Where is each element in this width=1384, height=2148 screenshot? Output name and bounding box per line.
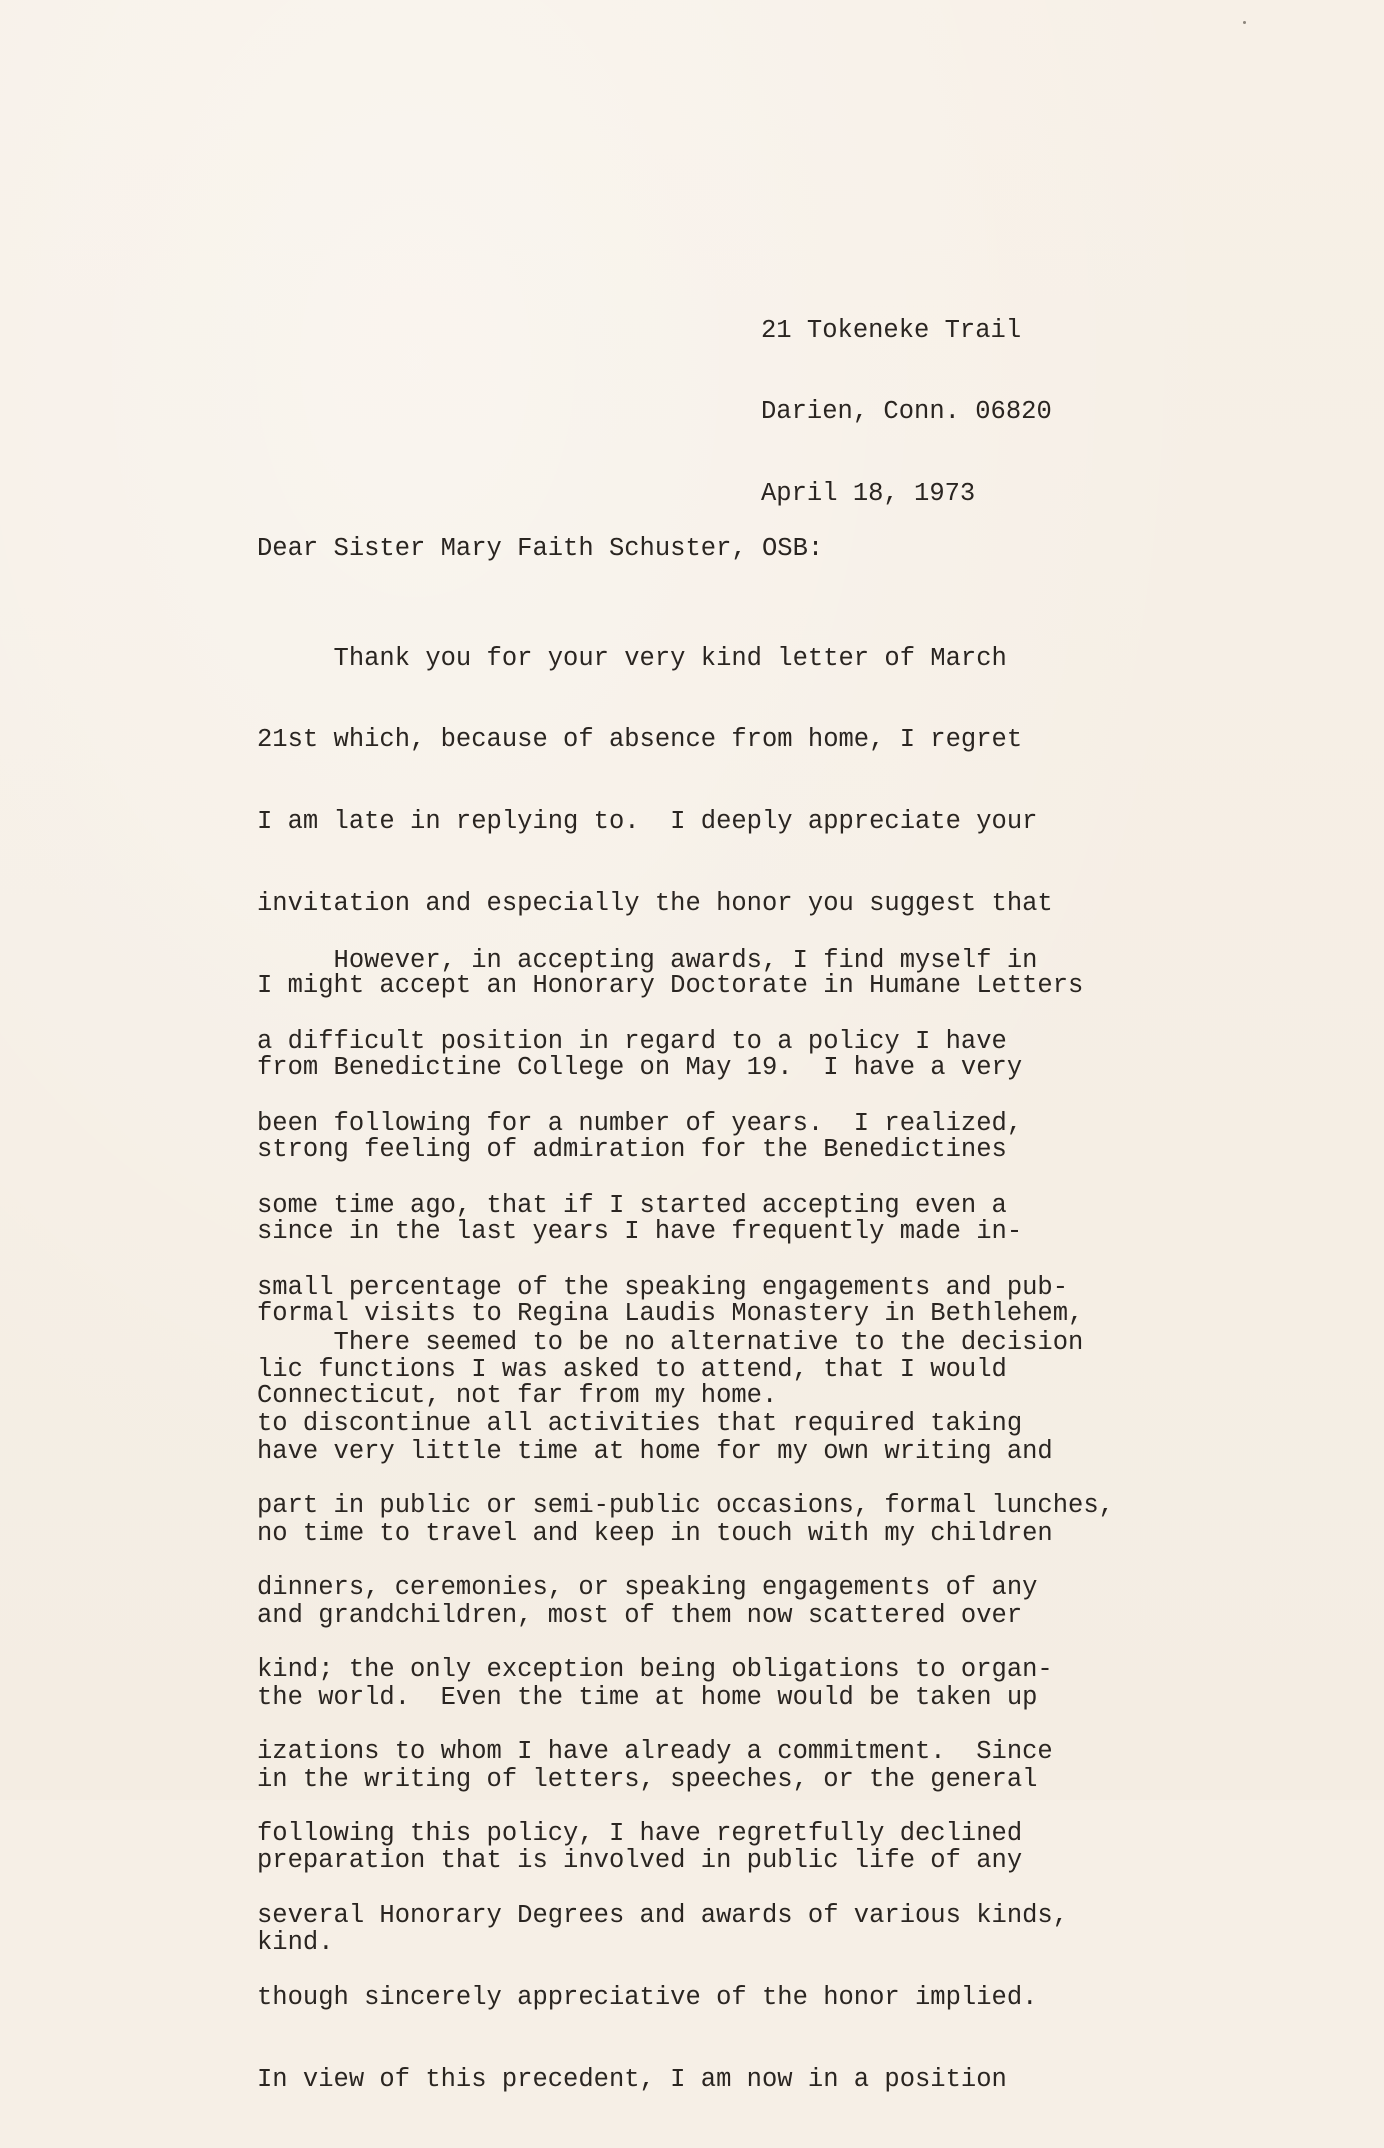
text-line: been following for a number of years. I realized,: [257, 1109, 1023, 1139]
text-line: strong feeling of admiration for the Benedictines: [257, 1134, 1007, 1164]
address-city: Darien, Conn. 06820: [761, 397, 1052, 427]
letter-date: April 18, 1973: [761, 479, 976, 509]
text-line: and grandchildren, most of them now scattered over: [257, 1600, 1023, 1630]
text-line: small percentage of the speaking engagements and pub-: [257, 1273, 1069, 1303]
text-line: no time to travel and keep in touch with my children: [257, 1518, 1053, 1548]
text-line: a difficult position in regard to a policy I have: [257, 1027, 1007, 1057]
text-line: some time ago, that if I started accepting even a: [257, 1191, 1007, 1221]
text-line: preparation that is involved in public life of any: [257, 1846, 1023, 1876]
text-line: 21st which, because of absence from home, I regret: [257, 725, 1023, 755]
text-line: the world. Even the time at home would be taken up: [257, 1682, 1038, 1712]
text-line: have very little time at home for my own writing and: [257, 1436, 1053, 1466]
address-street: 21 Tokeneke Trail: [761, 315, 1022, 345]
text-line: in the writing of letters, speeches, or the general: [257, 1764, 1038, 1794]
text-line: Thank you for your very kind letter of March: [257, 643, 1007, 673]
text-line: kind; the only exception being obligations to organ-: [257, 1655, 1053, 1685]
salutation: Dear Sister Mary Faith Schuster, OSB:: [257, 534, 824, 563]
paper-speck: [1243, 21, 1246, 24]
text-line: invitation and especially the honor you suggest that: [257, 889, 1053, 919]
text-line: I might accept an Honorary Doctorate in Humane Letters: [257, 971, 1084, 1001]
text-line: following this policy, I have regretfully declined: [257, 1818, 1023, 1848]
text-line: part in public or semi-public occasions, formal lunches,: [257, 1491, 1114, 1521]
text-line: I am late in replying to. I deeply appreciate your: [257, 807, 1038, 837]
text-line: since in the last years I have frequently made in-: [257, 1216, 1023, 1246]
text-line: though sincerely appreciative of the honor implied.: [257, 1982, 1038, 2012]
text-line: However, in accepting awards, I find myself in: [257, 945, 1038, 975]
text-line: lic functions I was asked to attend, that I would: [257, 1355, 1007, 1385]
text-line: In view of this precedent, I am now in a position: [257, 2064, 1007, 2094]
text-line: Connecticut, not far from my home.: [257, 1380, 778, 1410]
text-line: There seemed to be no alternative to the decision: [257, 1327, 1084, 1357]
text-line: from Benedictine College on May 19. I have a very: [257, 1053, 1023, 1083]
text-line: to discontinue all activities that required taking: [257, 1409, 1023, 1439]
text-line: izations to whom I have already a commitment. Since: [257, 1737, 1053, 1767]
text-line: several Honorary Degrees and awards of various kinds,: [257, 1900, 1069, 1930]
text-line: kind.: [257, 1928, 334, 1958]
text-line: formal visits to Regina Laudis Monastery in Bethlehem,: [257, 1298, 1084, 1328]
paragraph-3: [257, 1274, 1114, 2148]
sender-address: [761, 262, 1052, 562]
text-line: dinners, ceremonies, or speaking engagements of any: [257, 1573, 1038, 1603]
